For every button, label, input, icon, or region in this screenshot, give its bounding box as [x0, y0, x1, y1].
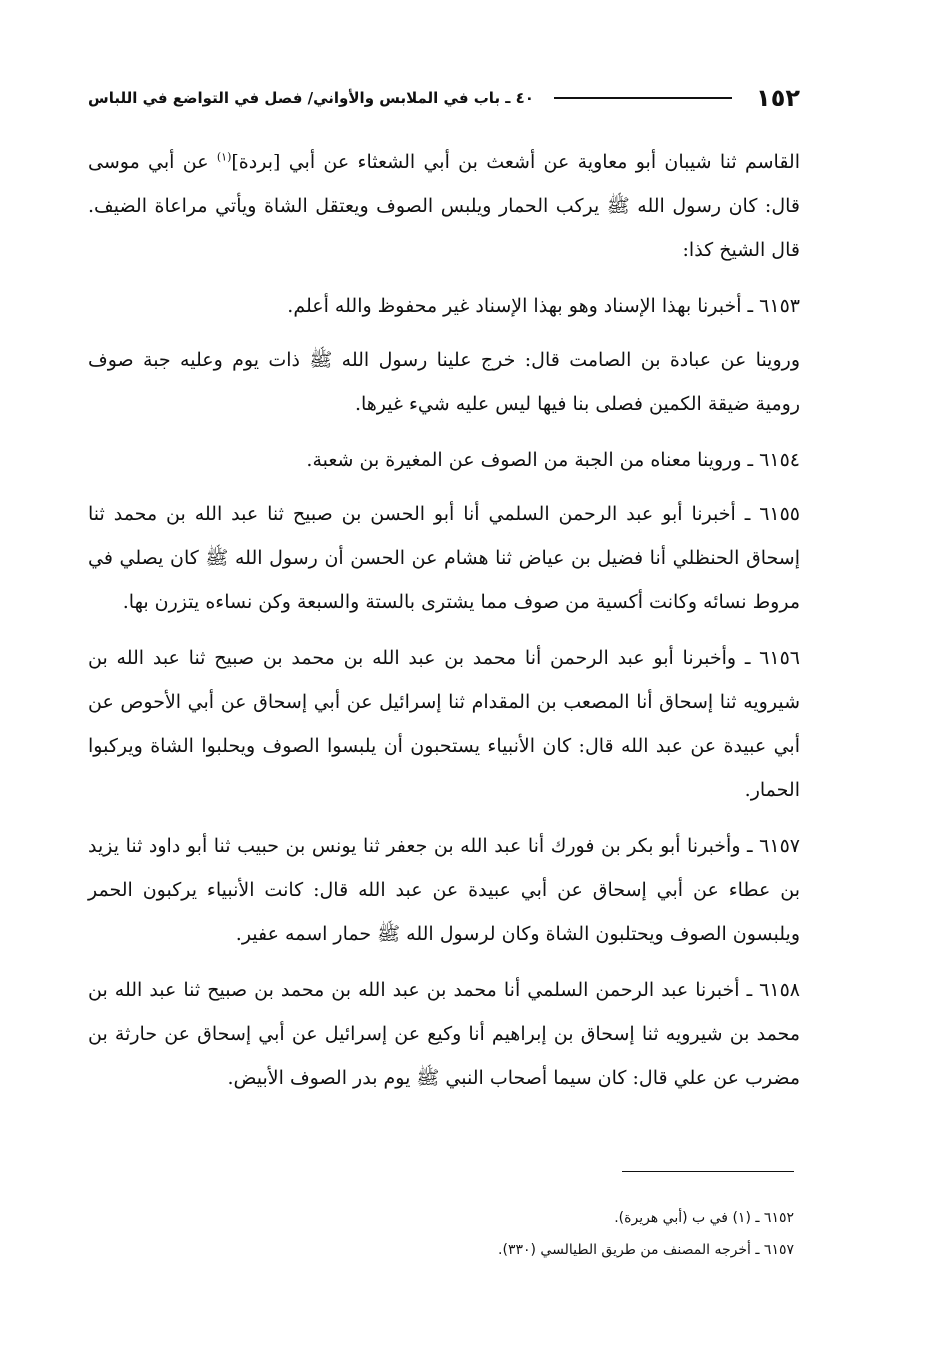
paragraph-continuation	[88, 140, 800, 272]
running-header	[88, 78, 800, 118]
hadith-number: ٦١٥٣ ـ	[741, 295, 800, 317]
paragraph-text: عن أبي موسى قال: كان رسول الله ﷺ يركب الحمار ويلبس الصوف ويعتقل الشاة ويأتي مراعاة الضيف. قال الشيخ كذا:	[88, 151, 800, 261]
paragraph-text: أخبرنا أبو عبد الرحمن السلمي أنا أبو الحسن بن صبيح ثنا عبد الله بن محمد ثنا إسحاق الحنظلي أنا فضيل بن عياض ثنا هشام عن الحسن أن رسول الله ﷺ كان يصلي في مروط نسائه وكانت أكسية من صوف مما يشترى بالستة والسبعة وكن نساءه يتزرن بها.	[88, 503, 800, 613]
chapter-title: ٤٠ ـ باب في الملابس والأواني/ فصل في التواضع في اللباس	[88, 89, 534, 107]
footnote-ref: (١)	[216, 150, 232, 164]
footnotes	[88, 1202, 794, 1266]
footnote-separator	[622, 1171, 794, 1172]
hadith-number: ٦١٥٤ ـ	[741, 449, 800, 471]
hadith-number: ٦١٥٨ ـ	[739, 979, 800, 1001]
paragraph-text: القاسم ثنا شيبان أبو معاوية عن أشعث بن أبي الشعثاء عن أبي [بردة]	[231, 151, 800, 173]
hadith-6153	[88, 284, 800, 328]
hadith-number: ٦١٥٥ ـ	[735, 503, 801, 525]
paragraph-text: وروينا معناه من الجبة من الصوف عن المغيرة بن شعبة.	[306, 449, 742, 471]
paragraph-ubada	[88, 338, 800, 426]
paragraph-text: أخبرنا عبد الرحمن السلمي أنا محمد بن عبد الله بن محمد بن صبيح ثنا عبد الله بن محمد بن شيرويه ثنا إسحاق بن إبراهيم أنا وكيع عن إسرائيل عن أبي إسحاق عن حارثة بن مضرب عن علي قال: كان سيما أصحاب النبي ﷺ يوم بدر الصوف الأبيض.	[88, 979, 800, 1089]
hadith-number: ٦١٥٦ ـ	[736, 647, 800, 669]
hadith-6154	[88, 438, 800, 482]
hadith-6155	[88, 492, 800, 624]
hadith-6156	[88, 636, 800, 812]
footnote-6152: ٦١٥٢ ـ (١) في ب (أبي هريرة).	[614, 1210, 794, 1226]
main-text	[88, 140, 800, 1112]
paragraph-text: وروينا عن عبادة بن الصامت قال: خرج علينا رسول الله ﷺ ذات يوم وعليه جبة صوف رومية ضيقة الكمين فصلى بنا فيها ليس عليه شيء غيرها.	[88, 349, 800, 415]
hadith-6158	[88, 968, 800, 1100]
page-number: ١٥٢	[756, 84, 800, 112]
footnote-6157: ٦١٥٧ ـ أخرجه المصنف من طريق الطيالسي (٣٣٠).	[498, 1242, 794, 1258]
paragraph-text: وأخبرنا أبو بكر بن فورك أنا عبد الله بن جعفر ثنا يونس بن حبيب ثنا أبو داود ثنا يزيد بن عطاء عن أبي إسحاق عن أبي عبيدة عن عبد الله قال: كانت الأنبياء يركبون الحمر ويلبسون الصوف ويحتلبون الشاة وكان لرسول الله ﷺ حمار اسمه عفير.	[88, 835, 800, 945]
hadith-number: ٦١٥٧ ـ	[740, 835, 800, 857]
paragraph-text: أخبرنا بهذا الإسناد وهو بهذا الإسناد غير محفوظ والله أعلم.	[287, 295, 742, 317]
header-rule	[554, 97, 732, 99]
hadith-6157	[88, 824, 800, 956]
paragraph-text: وأخبرنا أبو عبد الرحمن أنا محمد بن عبد الله بن محمد بن صبيح ثنا عبد الله بن شيرويه ثنا إسحاق أنا المصعب بن المقدام ثنا إسرائيل عن أبي إسحاق عن أبي الأحوص عن أبي عبيدة عن عبد الله قال: كان الأنبياء يستحبون أن يلبسوا الصوف ويحلبوا الشاة ويركبوا الحمار.	[88, 647, 800, 801]
